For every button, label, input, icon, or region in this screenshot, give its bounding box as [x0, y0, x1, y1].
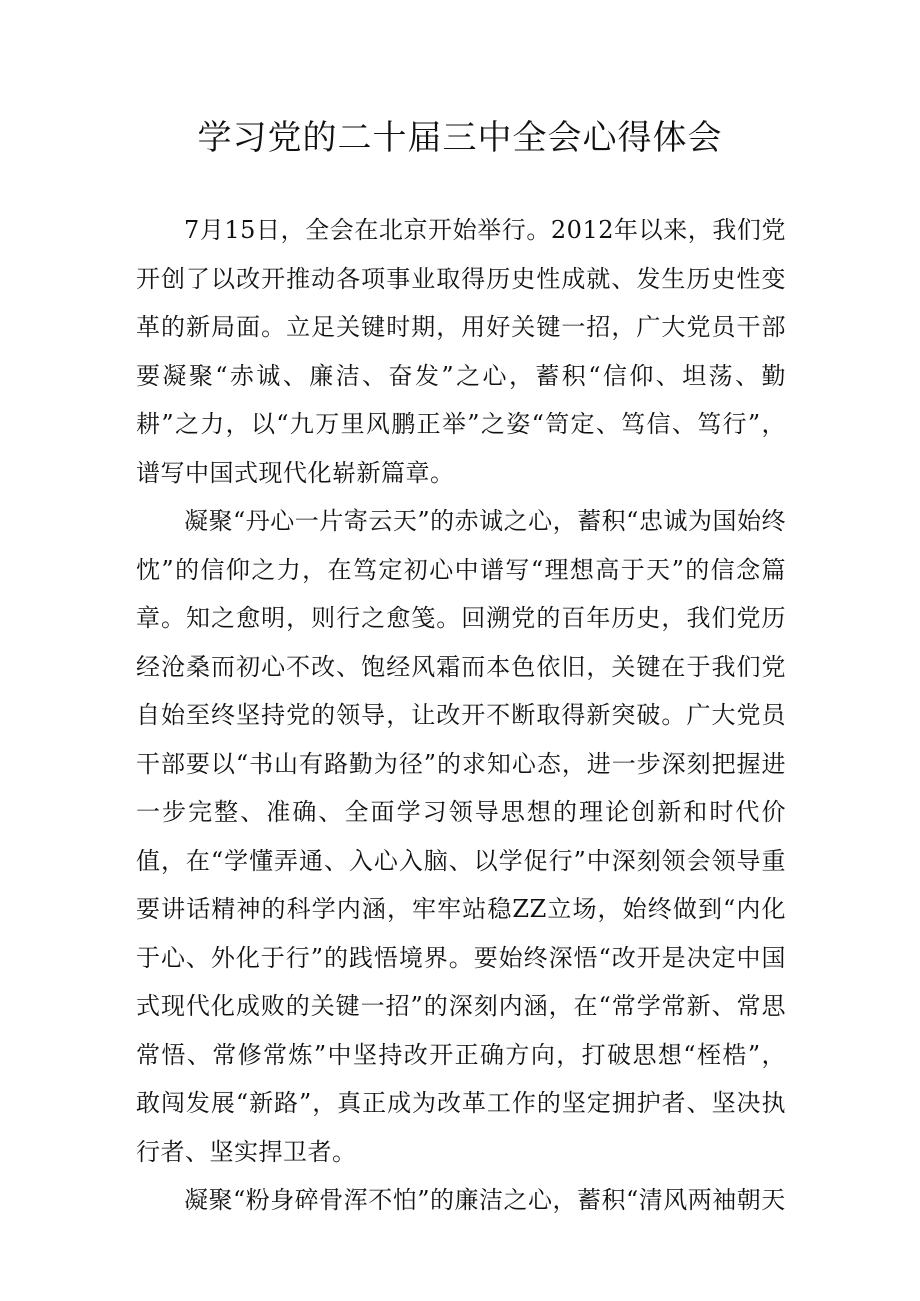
document-body: [136, 206, 786, 1225]
paragraph-3: 凝聚“粉身碎骨浑不怕”的廉洁之心，蓄积“清风两袖朝天: [184, 1186, 786, 1214]
paragraph-2: 凝聚“丹心一片寄云天”的赤诚之心，蓄积“忠诚为国始终忱”的信仰之力，在笃定初心中谱写“理想高于天”的信念篇章。知之愈明，则行之愈笺。回溯党的百年历史，我们党历经沧桑而初心不改、饱经风霜而本色依旧，关键在于我们党自始至终坚持党的领导，让改开不断取得新突破。广大党员干部要以“书山有路勤为径”的求知心态，进一步深刻把握进一步完整、准确、全面学习领导思想的理论创新和时代价值，在“学懂弄通、入心入脑、以学促行”中深刻领会领导重要讲话精神的科学内涵，牢牢站稳ZZ立场，始终做到“内化于心、外化于行”的践悟境界。要始终深悟“改开是决定中国式现代化成败的关键一招”的深刻内涵，在“常学常新、常思常悟、常修常炼”中坚持改开正确方向，打破思想“桎梏”，敢闯发展“新路”，真正成为改革工作的坚定拥护者、坚决执行者、坚实捍卫者。: [136, 507, 786, 1166]
paragraph-1: 7月15日，全会在北京开始举行。2012年以来，我们党开创了以改开推动各项事业取得历史性成就、发生历史性变革的新局面。立足关键时期，用好关键一招，广大党员干部要凝聚“赤诚、廉洁、奋发”之心，蓄积“信仰、坦荡、勤耕”之力，以“九万里风鹏正举”之姿“笥定、笃信、笃行”，谱写中国式现代化崭新篇章。: [136, 216, 786, 487]
document-title: 学习党的二十届三中全会心得体会: [197, 118, 723, 158]
